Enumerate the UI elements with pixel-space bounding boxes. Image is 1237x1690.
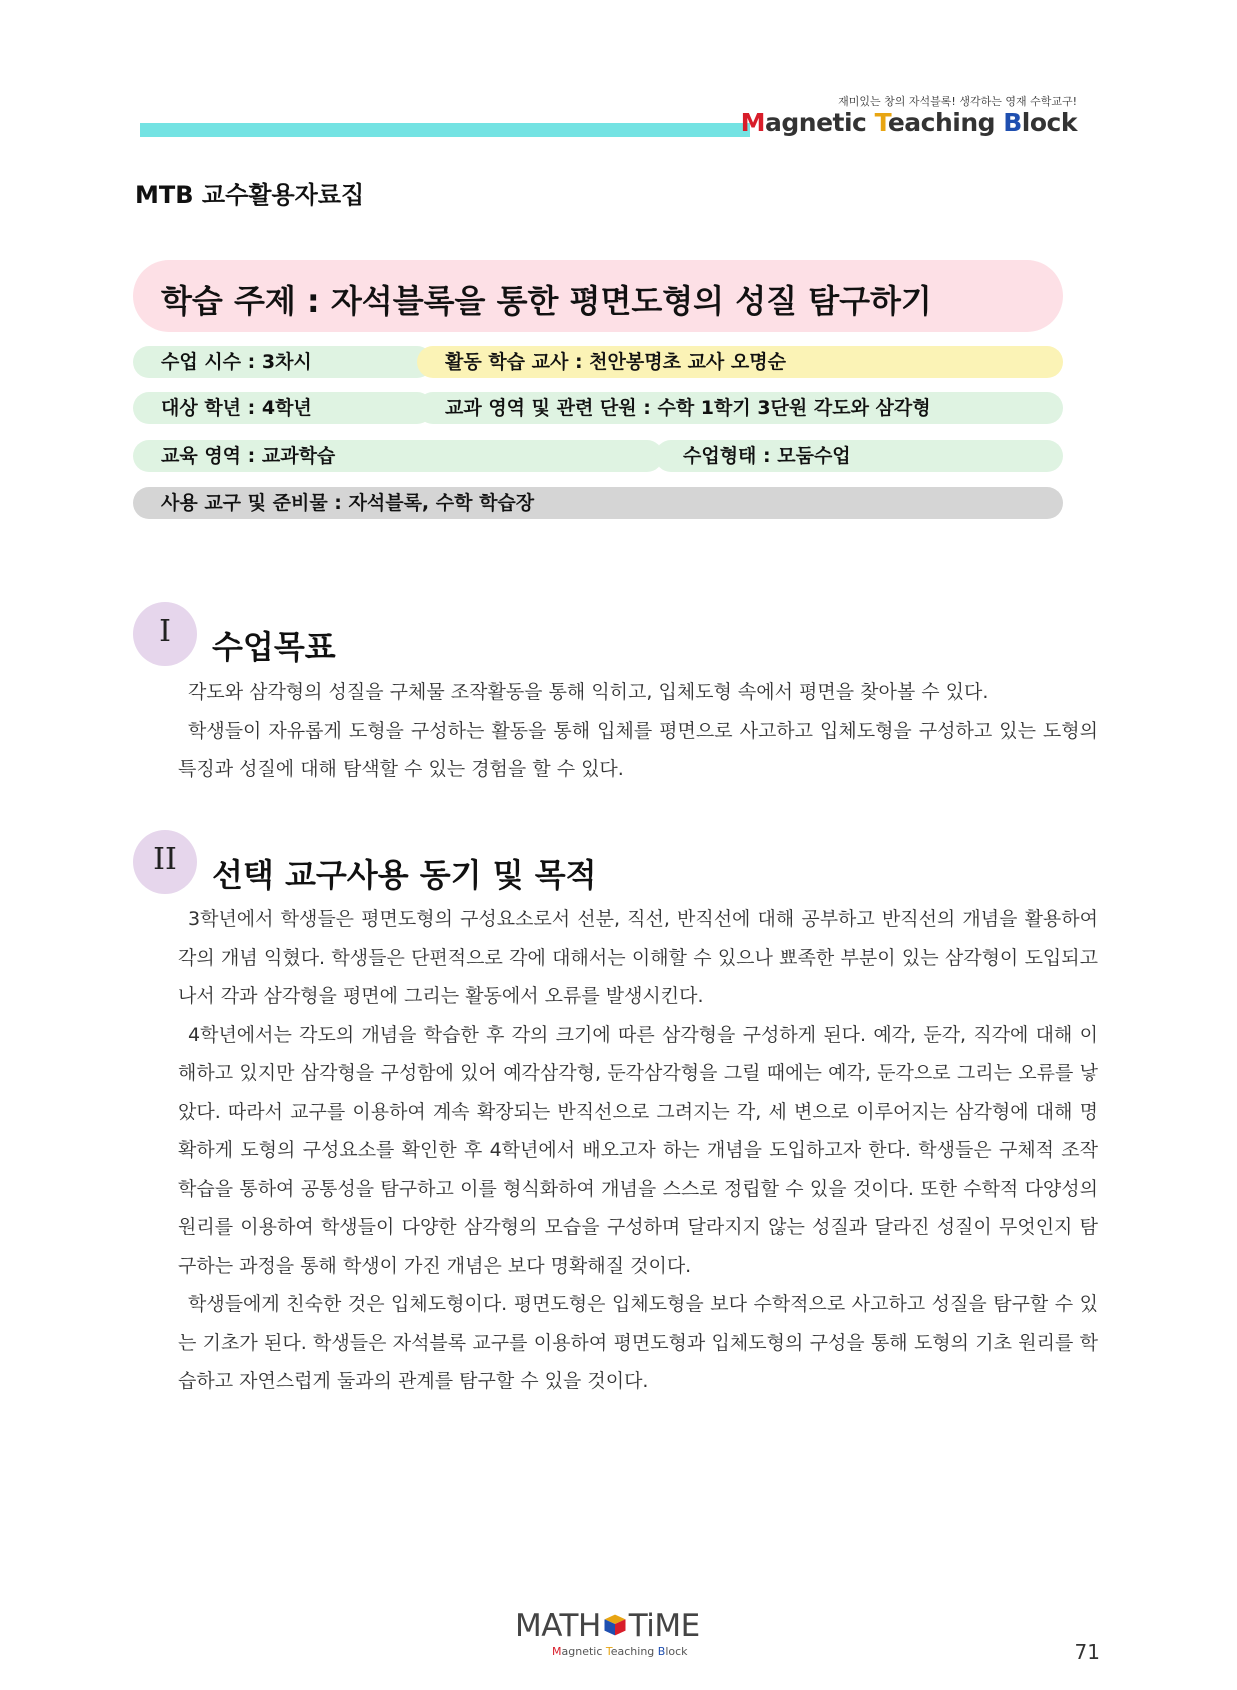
section-2-body bbox=[178, 900, 1098, 1401]
info-grade: 대상 학년 : 4학년 bbox=[133, 392, 433, 424]
cube-icon bbox=[602, 1612, 628, 1638]
paragraph: 각도와 삼각형의 성질을 구체물 조작활동을 통해 익히고, 입체도형 속에서 평면을 찾아볼 수 있다. bbox=[188, 681, 989, 703]
info-teacher: 활동 학습 교사 : 천안봉명초 교사 오명순 bbox=[417, 346, 1063, 378]
page-number: 71 bbox=[1074, 1640, 1100, 1664]
paragraph: 4학년에서는 각도의 개념을 학습한 후 각의 크기에 따른 삼각형을 구성하게 된다. 예각, 둔각, 직각에 대해 이해하고 있지만 삼각형을 구성함에 있어 예각삼각형, 둔각삼각형을 그릴 때에는 예각, 둔각으로 그리는 오류를 낳았다. 따라서 교구를 이용하여 계속 확장되는 반직선으로 그려지는 각, 세 변으로 이루어지는 삼각형에 대해 명확하게 도형의 구성요소를 확인한 후 4학년에서 배오고자 하는 개념을 도입하고자 한다. 학생들은 구체적 조작학습을 통하여 공통성을 탐구하고 이를 형식화하여 개념을 스스로 정립할 수 있을 것이다. 또한 수학적 다양성의 원리를 이용하여 학생들이 다양한 삼각형의 모습을 구성하며 달라지지 않는 성질과 달라진 성질이 무엇인지 탐구하는 과정을 통해 학생이 가진 개념은 보다 명확해질 것이다. bbox=[178, 1023, 1098, 1277]
paragraph: 학생들에게 친숙한 것은 입체도형이다. 평면도형은 입체도형을 보다 수학적으로 사고하고 성질을 탐구할 수 있는 기초가 된다. 학생들은 자석블록 교구를 이용하여 평면도형과 입체도형의 구성을 통해 도형의 기초 원리를 학습하고 자연스럽게 둘과의 관계를 탐구할 수 있을 것이다. bbox=[178, 1293, 1098, 1392]
info-unit: 교과 영역 및 관련 단원 : 수학 1학기 3단원 각도와 삼각형 bbox=[417, 392, 1063, 424]
paragraph: 3학년에서 학생들은 평면도형의 구성요소로서 선분, 직선, 반직선에 대해 공부하고 반직선의 개념을 활용하여 각의 개념 익혔다. 학생들은 단편적으로 각에 대해서는 이해할 수 있으나 뾰족한 부분이 있는 삼각형이 도입되고 나서 각과 삼각형을 평면에 그리는 활동에서 오류를 발생시킨다. bbox=[178, 908, 1098, 1007]
topic-text: 학습 주제 : 자석블록을 통한 평면도형의 성질 탐구하기 bbox=[161, 282, 932, 320]
info-area: 교육 영역 : 교과학습 bbox=[133, 440, 663, 472]
header-accent-bar bbox=[140, 123, 750, 137]
section-1-body bbox=[178, 673, 1098, 789]
info-format: 수업형태 : 모둠수업 bbox=[655, 440, 1063, 472]
section-1-numeral: I bbox=[133, 602, 197, 666]
paragraph: 학생들이 자유롭게 도형을 구성하는 활동을 통해 입체를 평면으로 사고하고 입체도형을 구성하고 있는 도형의 특징과 성질에 대해 탐색할 수 있는 경험을 할 수 있다. bbox=[178, 719, 1098, 780]
document-title: MTB 교수활용자료집 bbox=[135, 181, 365, 209]
topic-banner bbox=[133, 260, 1063, 332]
brand-logo: Magnetic Teaching Block bbox=[740, 108, 1077, 137]
section-1-title: 수업목표 bbox=[212, 628, 336, 666]
section-2-title: 선택 교구사용 동기 및 목적 bbox=[212, 856, 597, 894]
footer-sub-brand: Magnetic Teaching Block bbox=[552, 1645, 688, 1658]
section-2-numeral: II bbox=[133, 830, 197, 894]
footer-logo: MATH TiME bbox=[515, 1608, 700, 1644]
info-materials: 사용 교구 및 준비물 : 자석블록, 수학 학습장 bbox=[133, 487, 1063, 519]
info-hours: 수업 시수 : 3차시 bbox=[133, 346, 433, 378]
header-tagline: 재미있는 창의 자석블록! 생각하는 영재 수학교구! bbox=[838, 95, 1077, 108]
